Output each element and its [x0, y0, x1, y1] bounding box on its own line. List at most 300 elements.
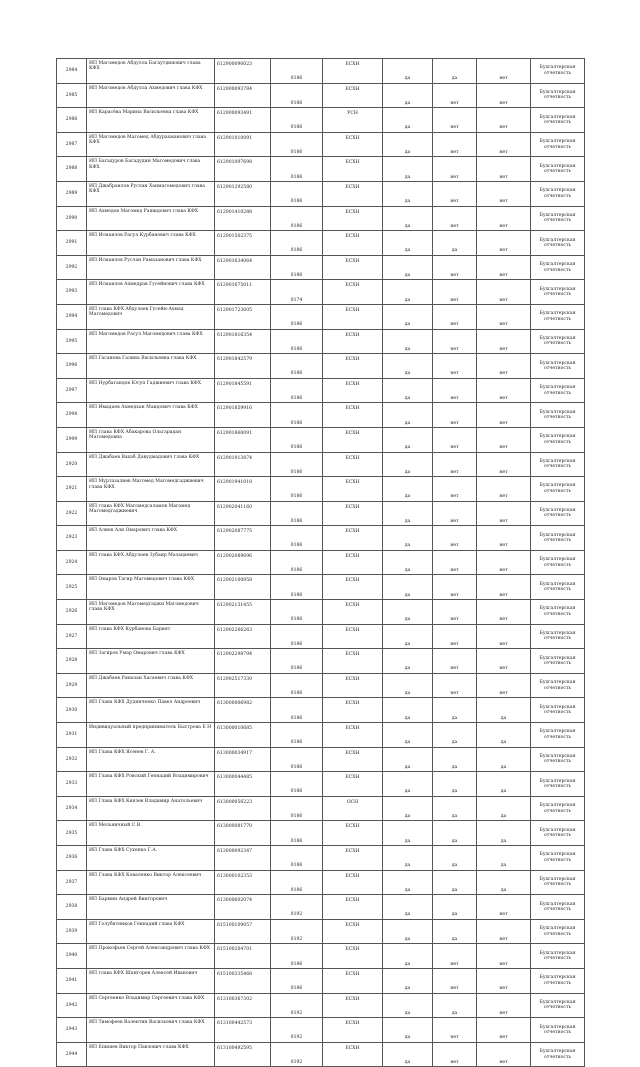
okved-code-cell: 0186 — [271, 255, 323, 280]
row-number-cell: 2998 — [57, 403, 87, 428]
flag-b-cell: нет — [433, 600, 477, 625]
table-row — [57, 477, 585, 502]
flag-c-cell: нет — [477, 501, 531, 526]
flag-c-cell: нет — [477, 255, 531, 280]
okved-code-cell: 0186 — [271, 427, 323, 452]
table-row — [57, 821, 585, 846]
entity-name-cell: ИП Глава КФХ Дудниченко Павел Андреевич — [87, 698, 215, 723]
entity-name-cell: ИП Мельничный С.В. — [87, 821, 215, 846]
table-row — [57, 231, 585, 256]
flag-b-cell: нет — [433, 329, 477, 354]
table-row — [57, 993, 585, 1018]
report-type-line2: отчетность — [543, 70, 572, 76]
report-type-cell — [531, 501, 585, 526]
table-row — [57, 181, 585, 206]
report-type-line2: отчетность — [543, 808, 572, 814]
report-type-line1: Бухгалтерская — [539, 114, 576, 120]
entity-name-cell: ИП Тимофеев Валентин Васильевич глава КФХ — [87, 1018, 215, 1043]
report-type-line2: отчетность — [543, 956, 572, 962]
report-type-cell — [531, 1018, 585, 1043]
flag-c-cell: нет — [477, 157, 531, 182]
flag-b-cell: да — [433, 231, 477, 256]
tax-regime-cell: ЕСХН — [323, 649, 383, 674]
flag-a-cell: да — [383, 378, 433, 403]
flag-c-cell: нет — [477, 329, 531, 354]
report-type-cell — [531, 600, 585, 625]
flag-c-cell: нет — [477, 1018, 531, 1043]
flag-c-cell: нет — [477, 206, 531, 231]
registry-table — [56, 58, 585, 1067]
inn-code-cell: 612901675011 — [215, 280, 271, 305]
entity-name-cell: ИП Магомедов Расул Магомедович глава КФХ — [87, 329, 215, 354]
inn-code-cell: 613000056223 — [215, 796, 271, 821]
okved-code-cell: 0186 — [271, 968, 323, 993]
report-type-line2: отчетность — [543, 144, 572, 150]
report-type-cell — [531, 206, 585, 231]
table-row — [57, 403, 585, 428]
entity-name-cell: ИП Глава КФХ Ясенев Г. А. — [87, 747, 215, 772]
okved-code-cell: 0186 — [271, 673, 323, 698]
report-type-line1: Бухгалтерская — [539, 852, 576, 858]
report-type-cell — [531, 255, 585, 280]
okved-code-cell: 0192 — [271, 993, 323, 1018]
tax-regime-cell: ЕСХН — [323, 846, 383, 871]
tax-regime-cell: ОСН — [323, 796, 383, 821]
report-type-cell — [531, 132, 585, 157]
flag-a-cell: да — [383, 1042, 433, 1067]
report-type-line2: отчетность — [543, 1054, 572, 1060]
table-row — [57, 255, 585, 280]
inn-code-cell: 612901845591 — [215, 378, 271, 403]
entity-name-cell: ИП Багадуров Багадудин Магомедович глава КФХ — [87, 157, 215, 182]
flag-c-cell: нет — [477, 993, 531, 1018]
tax-regime-cell: ЕСХН — [323, 895, 383, 920]
okved-code-cell: 0186 — [271, 477, 323, 502]
flag-a-cell: да — [383, 1018, 433, 1043]
report-type-line2: отчетность — [543, 242, 572, 248]
inn-code-cell: 612901292580 — [215, 181, 271, 206]
report-type-cell — [531, 427, 585, 452]
flag-c-cell: нет — [477, 673, 531, 698]
flag-c-cell: нет — [477, 968, 531, 993]
row-number-cell: 2921 — [57, 477, 87, 502]
flag-c-cell: да — [477, 723, 531, 748]
inn-code-cell: 612901941018 — [215, 477, 271, 502]
tax-regime-cell: ЕСХН — [323, 600, 383, 625]
inn-code-cell: 613000010685 — [215, 723, 271, 748]
flag-c-cell: нет — [477, 649, 531, 674]
flag-b-cell: да — [433, 796, 477, 821]
tax-regime-cell: ЕСХН — [323, 624, 383, 649]
flag-a-cell: да — [383, 821, 433, 846]
tax-regime-cell: УСН — [323, 108, 383, 133]
flag-b-cell: нет — [433, 157, 477, 182]
report-type-line1: Бухгалтерская — [539, 89, 576, 95]
flag-a-cell: да — [383, 796, 433, 821]
flag-b-cell: да — [433, 895, 477, 920]
row-number-cell: 2933 — [57, 772, 87, 797]
flag-c-cell: да — [477, 796, 531, 821]
flag-b-cell: да — [433, 698, 477, 723]
tax-regime-cell: ЕСХН — [323, 550, 383, 575]
okved-code-cell: 0186 — [271, 772, 323, 797]
report-type-cell — [531, 968, 585, 993]
entity-name-cell: ИП Гасанова Галина Васильевна глава КФХ — [87, 354, 215, 379]
report-type-cell — [531, 624, 585, 649]
report-type-line2: отчетность — [543, 562, 572, 568]
row-number-cell: 2937 — [57, 870, 87, 895]
entity-name-cell: ИП Магомедов Абдулла Багаутдинович глава КФХ — [87, 59, 215, 84]
okved-code-cell: 0186 — [271, 329, 323, 354]
okved-code-cell: 0186 — [271, 526, 323, 551]
inn-code-cell: 612901816354 — [215, 329, 271, 354]
row-number-cell: 2991 — [57, 231, 87, 256]
flag-c-cell: нет — [477, 600, 531, 625]
report-type-cell — [531, 993, 585, 1018]
inn-code-cell: 612902517330 — [215, 673, 271, 698]
table-body — [57, 59, 585, 1067]
inn-code-cell: 613100442573 — [215, 1018, 271, 1043]
report-type-line2: отчетность — [543, 636, 572, 642]
okved-code-cell: 0186 — [271, 354, 323, 379]
entity-name-cell: ИП глава КФХ Шпигорев Алексей Иванович — [87, 968, 215, 993]
report-type-line2: отчетность — [543, 661, 572, 667]
report-type-line2: отчетность — [543, 341, 572, 347]
row-number-cell: 2943 — [57, 1018, 87, 1043]
flag-c-cell: да — [477, 846, 531, 871]
tax-regime-cell: ЕСХН — [323, 255, 383, 280]
tax-regime-cell: ЕСХН — [323, 968, 383, 993]
report-type-line1: Бухгалтерская — [539, 532, 576, 538]
report-type-cell — [531, 649, 585, 674]
report-type-line1: Бухгалтерская — [539, 286, 576, 292]
flag-a-cell: да — [383, 427, 433, 452]
table-row — [57, 452, 585, 477]
row-number-cell: 2987 — [57, 132, 87, 157]
flag-a-cell: да — [383, 280, 433, 305]
okved-code-cell: 0186 — [271, 796, 323, 821]
flag-b-cell: да — [433, 821, 477, 846]
flag-c-cell: нет — [477, 59, 531, 84]
flag-b-cell: да — [433, 723, 477, 748]
flag-c-cell: нет — [477, 452, 531, 477]
report-type-line2: отчетность — [543, 415, 572, 421]
flag-b-cell: нет — [433, 403, 477, 428]
report-type-cell — [531, 157, 585, 182]
report-type-cell — [531, 870, 585, 895]
entity-name-cell: ИП Глава КФХ Сухенко Г.А. — [87, 846, 215, 871]
flag-a-cell: да — [383, 747, 433, 772]
entity-name-cell: ИП Муртазалиев Магомед Магомедгаджиевич глава КФХ — [87, 477, 215, 502]
report-type-line2: отчетность — [543, 218, 572, 224]
okved-code-cell: 0186 — [271, 600, 323, 625]
row-number-cell: 2940 — [57, 944, 87, 969]
flag-b-cell: да — [433, 993, 477, 1018]
row-number-cell: 2989 — [57, 181, 87, 206]
report-type-line1: Бухгалтерская — [539, 409, 576, 415]
table-row — [57, 698, 585, 723]
table-row — [57, 1018, 585, 1043]
flag-a-cell: да — [383, 501, 433, 526]
flag-c-cell: нет — [477, 280, 531, 305]
report-type-line2: отчетность — [543, 931, 572, 937]
inn-code-cell: 612900093784 — [215, 83, 271, 108]
tax-regime-cell: ЕСХН — [323, 723, 383, 748]
entity-name-cell: ИП Голубятников Геннадий глава КФХ — [87, 919, 215, 944]
flag-b-cell: нет — [433, 255, 477, 280]
document-page — [56, 58, 584, 1067]
flag-a-cell: да — [383, 870, 433, 895]
flag-c-cell: нет — [477, 231, 531, 256]
report-type-cell — [531, 550, 585, 575]
report-type-line1: Бухгалтерская — [539, 385, 576, 391]
tax-regime-cell: ЕСХН — [323, 181, 383, 206]
report-type-cell — [531, 673, 585, 698]
report-type-cell — [531, 59, 585, 84]
row-number-cell: 2942 — [57, 993, 87, 1018]
flag-c-cell: да — [477, 870, 531, 895]
okved-code-cell: 0192 — [271, 919, 323, 944]
report-type-line2: отчетность — [543, 390, 572, 396]
flag-a-cell: да — [383, 673, 433, 698]
okved-code-cell: 0186 — [271, 501, 323, 526]
okved-code-cell: 0186 — [271, 575, 323, 600]
entity-name-cell: ИП Глава КФХ Князев Владимир Анатольевич — [87, 796, 215, 821]
entity-name-cell: ИП глава КФХ Магомедсаламов Магомед Магомедгаджиевич — [87, 501, 215, 526]
flag-a-cell: да — [383, 723, 433, 748]
flag-b-cell: нет — [433, 477, 477, 502]
report-type-line1: Бухгалтерская — [539, 139, 576, 145]
flag-c-cell: нет — [477, 403, 531, 428]
flag-b-cell: нет — [433, 452, 477, 477]
entity-name-cell: ИП Бармин Андрей Викторович — [87, 895, 215, 920]
tax-regime-cell: ЕСХН — [323, 526, 383, 551]
report-type-line2: отчетность — [543, 587, 572, 593]
okved-code-cell: 0174 — [271, 280, 323, 305]
table-row — [57, 206, 585, 231]
report-type-line1: Бухгалтерская — [539, 237, 576, 243]
inn-code-cell: 612900090023 — [215, 59, 271, 84]
inn-code-cell: 612901502375 — [215, 231, 271, 256]
row-number-cell: 2935 — [57, 821, 87, 846]
flag-a-cell: да — [383, 132, 433, 157]
report-type-line2: отчетность — [543, 316, 572, 322]
flag-c-cell: да — [477, 772, 531, 797]
okved-code-cell: 0186 — [271, 108, 323, 133]
report-type-line1: Бухгалтерская — [539, 926, 576, 932]
report-type-line2: отчетность — [543, 267, 572, 273]
inn-code-cell: 612902100958 — [215, 575, 271, 600]
flag-a-cell: да — [383, 452, 433, 477]
okved-code-cell: 0186 — [271, 132, 323, 157]
row-number-cell: 2994 — [57, 304, 87, 329]
report-type-cell — [531, 452, 585, 477]
table-row — [57, 378, 585, 403]
okved-code-cell: 0186 — [271, 550, 323, 575]
inn-code-cell: 612901410288 — [215, 206, 271, 231]
okved-code-cell: 0186 — [271, 698, 323, 723]
okved-code-cell: 0186 — [271, 59, 323, 84]
flag-a-cell: да — [383, 59, 433, 84]
flag-b-cell: нет — [433, 181, 477, 206]
inn-code-cell: 612901913874 — [215, 452, 271, 477]
flag-b-cell: нет — [433, 673, 477, 698]
inn-code-cell: 612902041160 — [215, 501, 271, 526]
flag-b-cell: нет — [433, 108, 477, 133]
tax-regime-cell: ЕСХН — [323, 59, 383, 84]
report-type-cell — [531, 354, 585, 379]
flag-c-cell: нет — [477, 477, 531, 502]
flag-b-cell: нет — [433, 280, 477, 305]
report-type-line2: отчетность — [543, 513, 572, 519]
flag-c-cell: нет — [477, 108, 531, 133]
report-type-cell — [531, 821, 585, 846]
flag-a-cell: да — [383, 624, 433, 649]
report-type-line2: отчетность — [543, 980, 572, 986]
table-row — [57, 870, 585, 895]
inn-code-cell: 613000602074 — [215, 895, 271, 920]
flag-c-cell: нет — [477, 1042, 531, 1067]
tax-regime-cell: ЕСХН — [323, 673, 383, 698]
report-type-cell — [531, 846, 585, 871]
report-type-line1: Бухгалтерская — [539, 631, 576, 637]
report-type-line2: отчетность — [543, 95, 572, 101]
okved-code-cell: 0186 — [271, 452, 323, 477]
table-row — [57, 649, 585, 674]
report-type-cell — [531, 526, 585, 551]
report-type-cell — [531, 919, 585, 944]
report-type-line1: Бухгалтерская — [539, 360, 576, 366]
flag-a-cell: да — [383, 477, 433, 502]
report-type-line2: отчетность — [543, 538, 572, 544]
inn-code-cell: 612901859916 — [215, 403, 271, 428]
tax-regime-cell: ЕСХН — [323, 821, 383, 846]
entity-name-cell: ИП Джабаев Рамазан Хасаевич глава КФХ — [87, 673, 215, 698]
flag-c-cell: нет — [477, 944, 531, 969]
report-type-line1: Бухгалтерская — [539, 483, 576, 489]
inn-code-cell: 615100204701 — [215, 944, 271, 969]
flag-a-cell: да — [383, 526, 433, 551]
table-row — [57, 501, 585, 526]
flag-c-cell: нет — [477, 181, 531, 206]
flag-b-cell: нет — [433, 624, 477, 649]
row-number-cell: 2934 — [57, 796, 87, 821]
report-type-cell — [531, 83, 585, 108]
okved-code-cell: 0186 — [271, 304, 323, 329]
flag-a-cell: да — [383, 698, 433, 723]
tax-regime-cell: ЕСХН — [323, 919, 383, 944]
row-number-cell: 2929 — [57, 673, 87, 698]
report-type-line1: Бухгалтерская — [539, 999, 576, 1005]
inn-code-cell: 613000092347 — [215, 846, 271, 871]
inn-code-cell: 612902266263 — [215, 624, 271, 649]
flag-b-cell: нет — [433, 649, 477, 674]
table-row — [57, 968, 585, 993]
inn-code-cell: 612900093491 — [215, 108, 271, 133]
report-type-line2: отчетность — [543, 169, 572, 175]
flag-b-cell: нет — [433, 304, 477, 329]
report-type-cell — [531, 698, 585, 723]
table-row — [57, 304, 585, 329]
table-row — [57, 624, 585, 649]
table-row — [57, 895, 585, 920]
report-type-cell — [531, 723, 585, 748]
inn-code-cell: 613100492595 — [215, 1042, 271, 1067]
inn-code-cell: 612902089696 — [215, 550, 271, 575]
tax-regime-cell: ЕСХН — [323, 280, 383, 305]
tax-regime-cell: ЕСХН — [323, 870, 383, 895]
entity-name-cell: ИП Прокофьев Сергей Александрович глава КФХ — [87, 944, 215, 969]
tax-regime-cell: ЕСХН — [323, 501, 383, 526]
table-row — [57, 723, 585, 748]
row-number-cell: 2984 — [57, 59, 87, 84]
report-type-cell — [531, 329, 585, 354]
flag-b-cell: нет — [433, 354, 477, 379]
tax-regime-cell: ЕСХН — [323, 157, 383, 182]
report-type-cell — [531, 575, 585, 600]
inn-code-cell: 612902087775 — [215, 526, 271, 551]
report-type-cell — [531, 1042, 585, 1067]
report-type-line1: Бухгалтерская — [539, 1024, 576, 1030]
report-type-line1: Бухгалтерская — [539, 262, 576, 268]
inn-code-cell: 613000102353 — [215, 870, 271, 895]
flag-b-cell: нет — [433, 968, 477, 993]
report-type-line1: Бухгалтерская — [539, 975, 576, 981]
row-number-cell: 2936 — [57, 846, 87, 871]
report-type-line1: Бухгалтерская — [539, 606, 576, 612]
flag-a-cell: да — [383, 600, 433, 625]
tax-regime-cell: ЕСХН — [323, 1018, 383, 1043]
flag-b-cell: да — [433, 919, 477, 944]
flag-a-cell: да — [383, 157, 433, 182]
report-type-line1: Бухгалтерская — [539, 581, 576, 587]
row-number-cell: 2938 — [57, 895, 87, 920]
tax-regime-cell: ЕСХН — [323, 747, 383, 772]
row-number-cell: 2931 — [57, 723, 87, 748]
table-row — [57, 673, 585, 698]
entity-name-cell: Индивидуальный предприниматель Быстрова Е Н — [87, 723, 215, 748]
inn-code-cell: 612901723605 — [215, 304, 271, 329]
report-type-line2: отчетность — [543, 734, 572, 740]
report-type-line1: Бухгалтерская — [539, 557, 576, 563]
report-type-line2: отчетность — [543, 906, 572, 912]
report-type-line2: отчетность — [543, 857, 572, 863]
tax-regime-cell: ЕСХН — [323, 1042, 383, 1067]
table-row — [57, 772, 585, 797]
tax-regime-cell: ЕСХН — [323, 83, 383, 108]
inn-code-cell: 613000034917 — [215, 747, 271, 772]
report-type-line1: Бухгалтерская — [539, 729, 576, 735]
okved-code-cell: 0186 — [271, 403, 323, 428]
flag-c-cell: нет — [477, 895, 531, 920]
report-type-cell — [531, 796, 585, 821]
report-type-line1: Бухгалтерская — [539, 311, 576, 317]
row-number-cell: 2996 — [57, 354, 87, 379]
inn-code-cell: 612901634064 — [215, 255, 271, 280]
flag-b-cell: да — [433, 870, 477, 895]
flag-b-cell: да — [433, 846, 477, 871]
row-number-cell: 2927 — [57, 624, 87, 649]
entity-name-cell: ИП Исмаилов Ахмедрав Гусейнович глава КФХ — [87, 280, 215, 305]
report-type-line1: Бухгалтерская — [539, 335, 576, 341]
tax-regime-cell: ЕСХН — [323, 132, 383, 157]
flag-a-cell: да — [383, 968, 433, 993]
row-number-cell: 2999 — [57, 427, 87, 452]
okved-code-cell: 0186 — [271, 206, 323, 231]
flag-a-cell: да — [383, 231, 433, 256]
tax-regime-cell: ЕСХН — [323, 378, 383, 403]
flag-b-cell: нет — [433, 944, 477, 969]
